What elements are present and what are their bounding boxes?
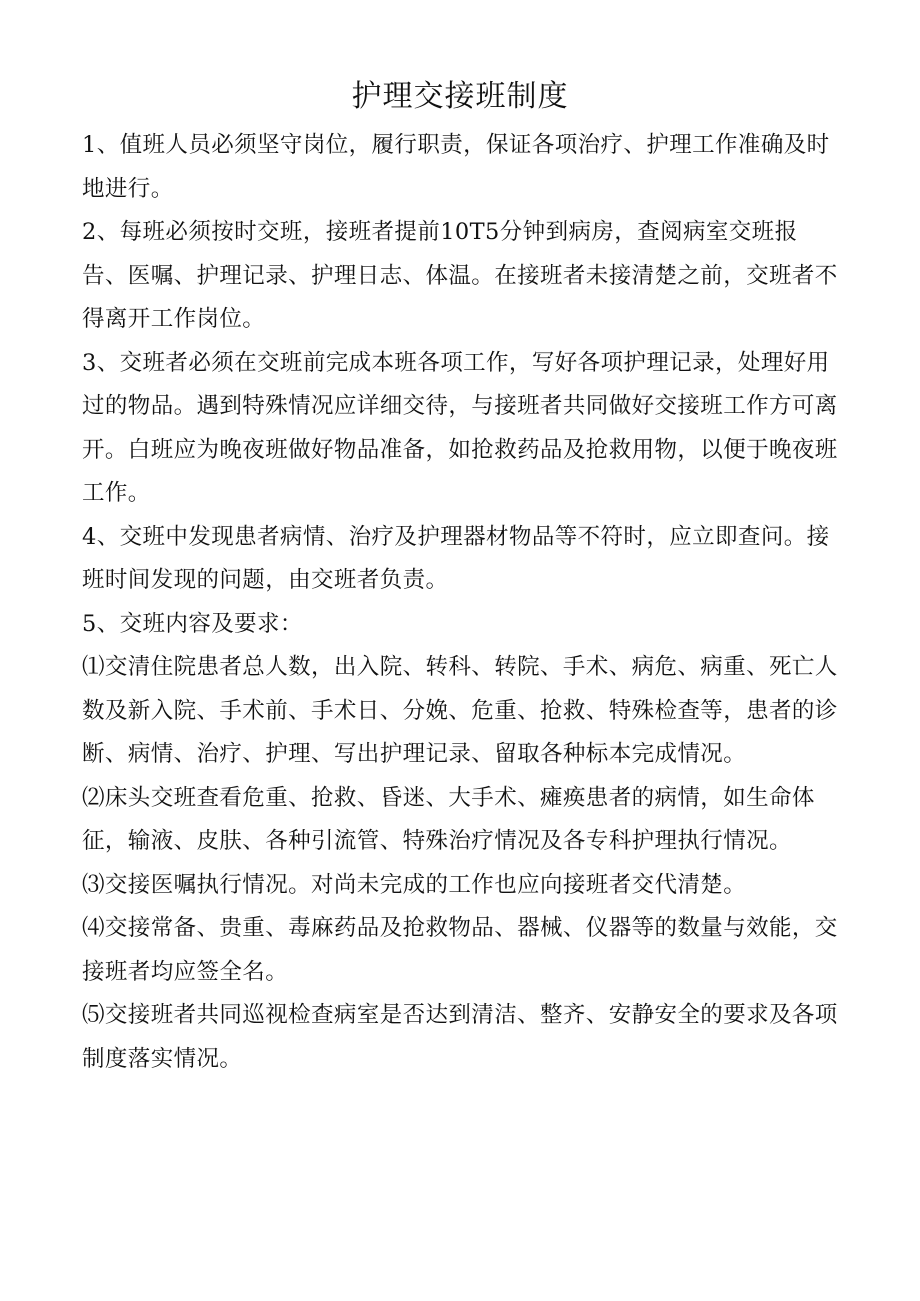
sub-item-5: ⑸交接班者共同巡视检查病室是否达到清洁、整齐、安静安全的要求及各项制度落实情况。 — [82, 1002, 838, 1072]
sub-item-4: ⑷交接常备、贵重、毒麻药品及抢救物品、器械、仪器等的数量与效能，交接班者均应签全名。 — [82, 915, 838, 985]
paragraph-2: 2、每班必须按时交班，接班者提前10T5分钟到病房，查阅病室交班报告、医嘱、护理记录、护理日志、体温。在接班者未接清楚之前，交班者不得离开工作岗位。 — [82, 219, 838, 332]
sub-item-3: ⑶交接医嘱执行情况。对尚未完成的工作也应向接班者交代清楚。 — [82, 871, 747, 898]
paragraph-5-heading: 5、交班内容及要求： — [82, 610, 303, 637]
document-body — [82, 124, 842, 1081]
sub-item-2: ⑵床头交班查看危重、抢救、昏迷、大手术、瘫痪患者的病情，如生命体征，输液、皮肤、各种引流管、特殊治疗情况及各专科护理执行情况。 — [82, 784, 815, 854]
paragraph-1: 1、值班人员必须坚守岗位，履行职责，保证各项治疗、护理工作准确及时地进行。 — [82, 132, 830, 202]
paragraph-4: 4、交班中发现患者病情、治疗及护理器材物品等不符时，应立即查问。接班时间发现的问题，由交班者负责。 — [82, 523, 830, 593]
document-title: 护理交接班制度 — [351, 79, 569, 114]
paragraph-3: 3、交班者必须在交班前完成本班各项工作，写好各项护理记录，处理好用过的物品。遇到特殊情况应详细交待，与接班者共同做好交接班工作方可离开。白班应为晚夜班做好物品准备，如抢救药品及抢救用物，以便于晚夜班工作。 — [82, 349, 838, 506]
sub-item-1: ⑴交清住院患者总人数，出入院、转科、转院、手术、病危、病重、死亡人数及新入院、手术前、手术日、分娩、危重、抢救、特殊检查等，患者的诊断、病情、治疗、护理、写出护理记录、留取各种标本完成情况。 — [82, 654, 838, 767]
